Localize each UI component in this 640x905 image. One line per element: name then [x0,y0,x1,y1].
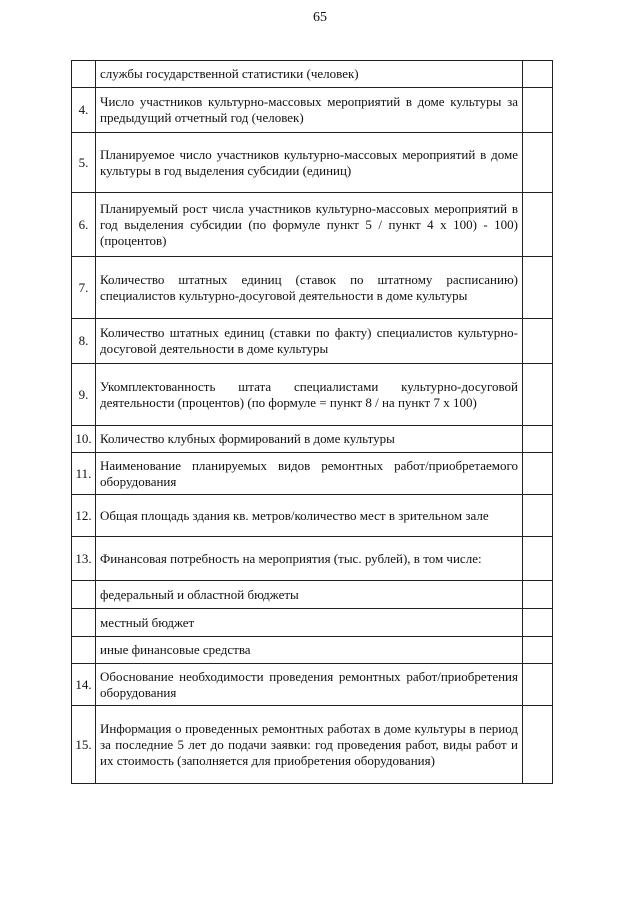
row-number: 13. [72,537,96,581]
table-row [72,88,553,133]
table-row [72,133,553,193]
row-value-cell[interactable] [523,193,553,257]
row-description: Информация о проведенных ремонтных работах в доме культуры в период за последние 5 лет до подачи заявки: год проведения работ, виды работ и их стоимость (заполняется для приобретения оборудования) [96,706,523,784]
table-row [72,537,553,581]
row-description: Планируемый рост числа участников культурно-массовых мероприятий в год выделения субсидии (по формуле пункт 5 / пункт 4 х 100) - 100) (процентов) [96,193,523,257]
row-value-cell[interactable] [523,664,553,706]
row-number [72,581,96,609]
row-value-cell[interactable] [523,257,553,319]
row-description: иные финансовые средства [96,637,523,664]
row-value-cell[interactable] [523,426,553,453]
table-row [72,706,553,784]
table-row [72,581,553,609]
row-description: Финансовая потребность на мероприятия (тыс. рублей), в том числе: [96,537,523,581]
row-number: 9. [72,364,96,426]
row-value-cell[interactable] [523,706,553,784]
row-number: 8. [72,319,96,364]
table-row [72,193,553,257]
row-description: Количество клубных формирований в доме культуры [96,426,523,453]
row-description: Наименование планируемых видов ремонтных работ/приобретаемого оборудования [96,453,523,495]
row-number: 4. [72,88,96,133]
row-number [72,609,96,637]
row-description: Укомплектованность штата специалистами культурно-досуговой деятельности (процентов) (по формуле = пункт 8 / на пункт 7 х 100) [96,364,523,426]
row-value-cell[interactable] [523,495,553,537]
row-value-cell[interactable] [523,537,553,581]
row-value-cell[interactable] [523,133,553,193]
row-number: 10. [72,426,96,453]
table-row [72,257,553,319]
row-description: местный бюджет [96,609,523,637]
row-description: Общая площадь здания кв. метров/количество мест в зрительном зале [96,495,523,537]
row-value-cell[interactable] [523,61,553,88]
row-number [72,637,96,664]
row-description: службы государственной статистики (человек) [96,61,523,88]
row-number: 5. [72,133,96,193]
table-row [72,664,553,706]
row-number: 14. [72,664,96,706]
row-value-cell[interactable] [523,581,553,609]
row-number: 12. [72,495,96,537]
application-form-table [71,60,553,784]
row-number: 15. [72,706,96,784]
row-description: федеральный и областной бюджеты [96,581,523,609]
row-value-cell[interactable] [523,88,553,133]
row-value-cell[interactable] [523,609,553,637]
row-description: Обоснование необходимости проведения ремонтных работ/приобретения оборудования [96,664,523,706]
table-row [72,495,553,537]
row-description: Число участников культурно-массовых мероприятий в доме культуры за предыдущий отчетный год (человек) [96,88,523,133]
row-description: Количество штатных единиц (ставки по факту) специалистов культурно-досуговой деятельности в доме культуры [96,319,523,364]
table-row [72,426,553,453]
table-row [72,453,553,495]
row-description: Количество штатных единиц (ставок по штатному расписанию) специалистов культурно-досуговой деятельности в доме культуры [96,257,523,319]
row-value-cell[interactable] [523,364,553,426]
row-number: 7. [72,257,96,319]
table-row [72,637,553,664]
table-row [72,61,553,88]
table-row [72,319,553,364]
row-number: 11. [72,453,96,495]
row-value-cell[interactable] [523,319,553,364]
row-number: 6. [72,193,96,257]
table-row [72,364,553,426]
row-value-cell[interactable] [523,453,553,495]
row-number [72,61,96,88]
row-description: Планируемое число участников культурно-массовых мероприятий в доме культуры в год выделения субсидии (единиц) [96,133,523,193]
row-value-cell[interactable] [523,637,553,664]
table-row [72,609,553,637]
page-number: 65 [313,10,327,25]
